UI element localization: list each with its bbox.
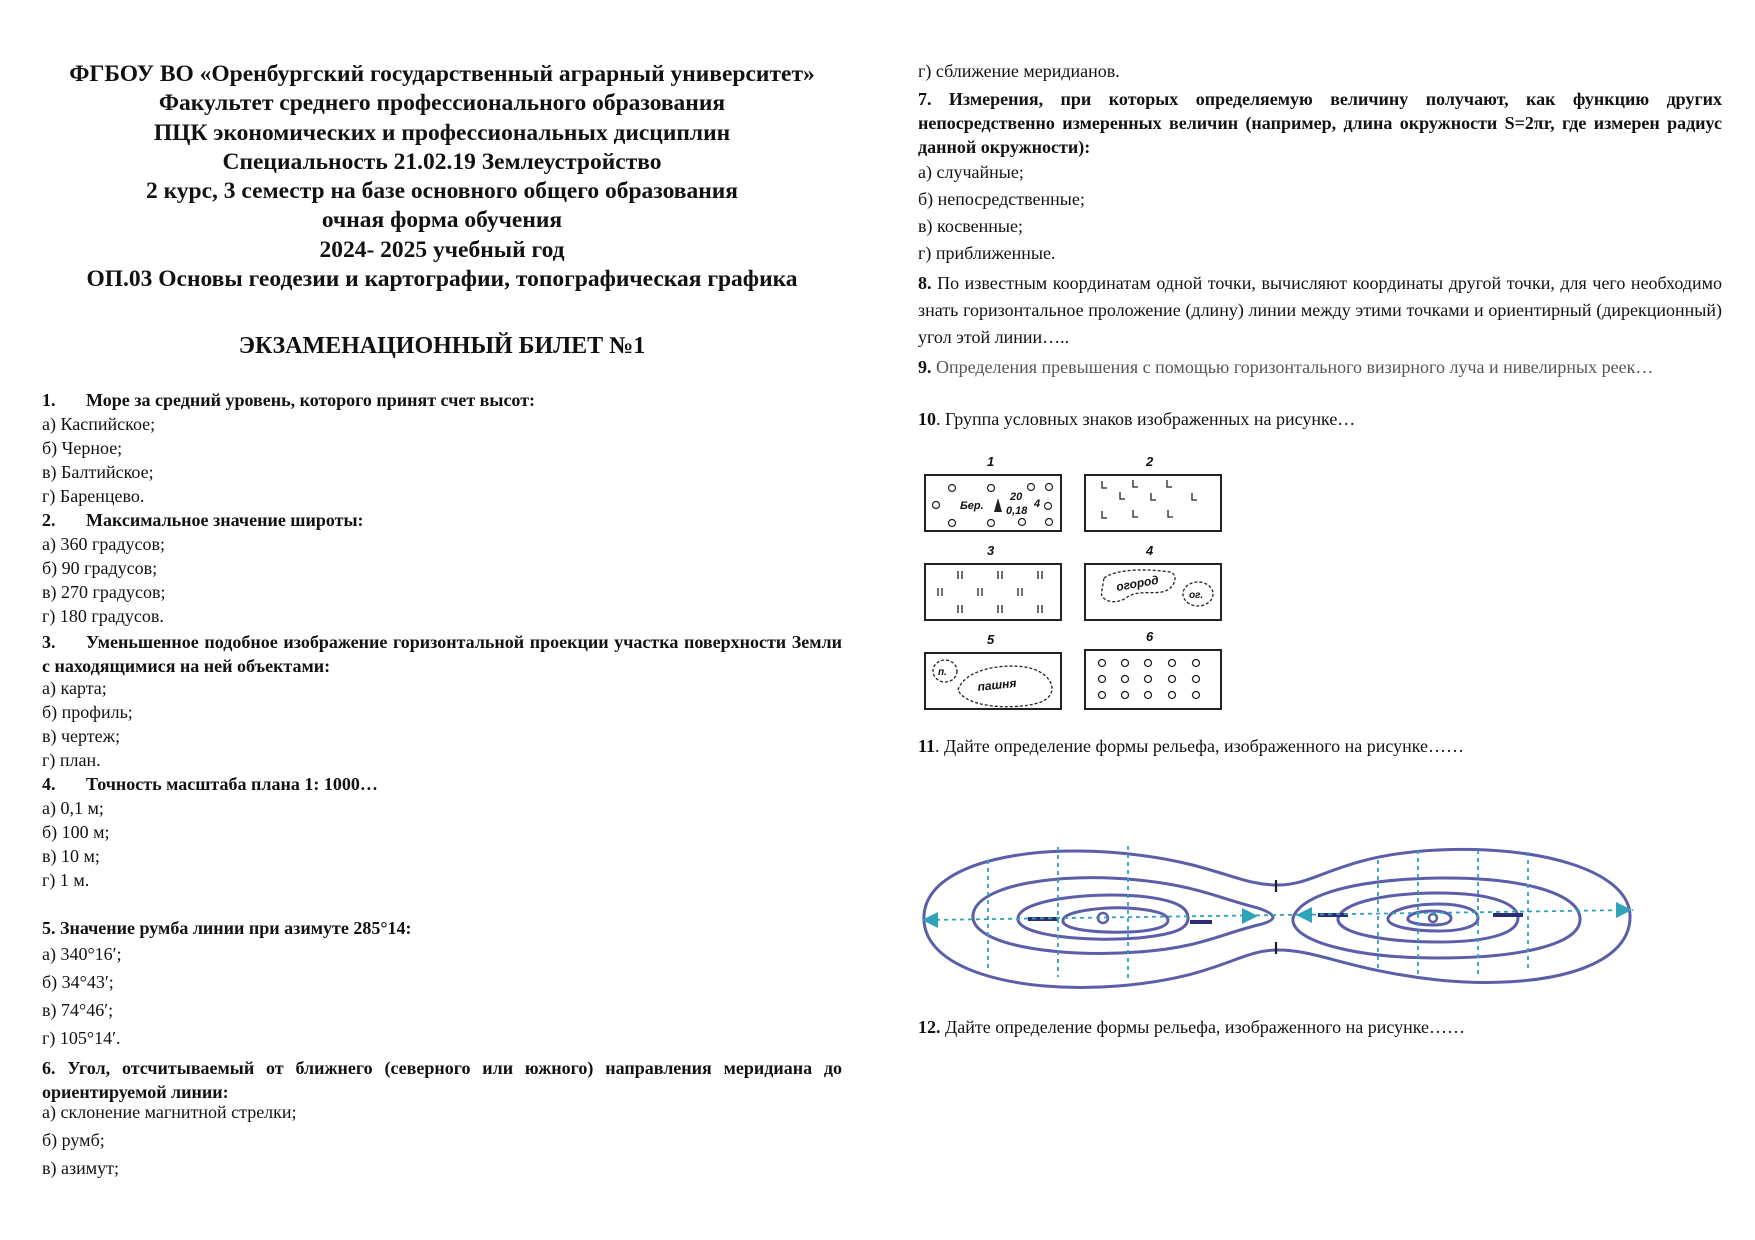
header-specialty: Специальность 21.02.19 Землеустройство [222,148,662,175]
ticket-title: ЭКЗАМЕНАЦИОННЫЙ БИЛЕТ №1 [238,333,646,359]
label-ber: Бер. [960,500,984,512]
grass-symbols [938,571,1042,613]
header-year: 2024- 2025 учебный год [319,236,565,263]
question-11: 11. Дайте определение формы рельефа, изображенного на рисунке…… [918,736,1465,756]
question-12: 12. Дайте определение формы рельефа, изображенного на рисунке…… [918,1017,1466,1037]
q5-option-a: а) 340°16′; [42,944,122,964]
tree-icon [994,498,1002,512]
label-pashnya: пашня [976,675,1018,694]
q2-option-c: в) 270 градусов; [42,582,166,602]
q7-option-a: а) случайные; [918,162,1024,182]
label-ogorod: огород [1115,572,1160,594]
q6-option-a: а) склонение магнитной стрелки; [42,1102,297,1122]
question-10: 10. Группа условных знаков изображенных на рисунке… [918,409,1356,429]
label-diameter: 0,18 [1006,505,1028,517]
question-1: 1. Море за средний уровень, которого принят счет высот: [42,390,536,410]
header-faculty: Факультет среднего профессионального образования [158,90,726,117]
header-department: ПЦК экономических и профессиональных дисциплин [153,119,731,146]
question-6: 6. Угол, отсчитываемый от ближнего (северного или южного) направления меридиана до ориентируемой линии: [42,1058,842,1102]
question-8: 8. По известным координатам одной точки, вычисляют координаты другой точки, для чего необходимо знать горизонтальное проложение (длину) линии между этими точками и ориентирный (дирекционный) угол этой линии….. [918,273,1723,347]
sign-number-1: 1 [987,454,995,469]
q1-option-a: а) Каспийское; [42,414,156,434]
q3-option-a: а) карта; [42,678,107,698]
q4-option-a: а) 0,1 м; [42,798,104,818]
conventional-signs-figure [918,450,1228,715]
header-study-form: очная форма обучения [321,207,563,234]
q4-option-b: б) 100 м; [42,822,110,842]
label-height: 20 [1010,491,1023,503]
label-distance: 4 [1034,498,1041,510]
q5-option-b: б) 34°43′; [42,972,114,992]
q3-option-b: б) профиль; [42,702,133,722]
sign-number-3: 3 [987,543,995,558]
q7-option-d: г) приближенные. [918,243,1056,263]
q1-option-c: в) Балтийское; [42,462,154,482]
question-7: 7. Измерения, при которых определяемую величину получают, как функцию других непосредственно измеренных величин (например, длина окружности S=2πr, где измерен радиус данной окружности): [918,89,1722,157]
q3-option-c: в) чертеж; [42,726,121,746]
label-og: ог. [1189,590,1204,601]
label-p: п. [938,667,947,678]
q6-option-d: г) сближение меридианов. [918,61,1120,81]
question-3: 3. Уменьшенное подобное изображение горизонтальной проекции участка поверхности Земли с находящимися на ней объектами: [42,632,842,676]
relief-contour-figure [918,830,1638,1000]
meadow-symbols [1102,480,1197,518]
sign-number-5: 5 [987,632,995,647]
header-course: 2 курс, 3 семестр на базе основного общего образования [145,178,739,205]
q2-option-d: г) 180 градусов. [42,606,164,626]
q6-option-b: б) румб; [42,1130,105,1150]
q5-option-d: г) 105°14′. [42,1028,121,1048]
sign-number-4: 4 [1146,543,1154,558]
question-4: 4. Точность масштаба плана 1: 1000… [42,774,378,794]
sign-number-6: 6 [1146,629,1154,644]
q2-option-b: б) 90 градусов; [42,558,158,578]
q4-option-d: г) 1 м. [42,870,90,890]
question-9: 9. Определения превышения с помощью горизонтального визирного луча и нивелирных реек… [918,357,1654,377]
question-5: 5. Значение румба линии при азимуте 285°14: [42,918,412,938]
section-lines [928,846,1633,981]
q7-option-c: в) косвенные; [918,216,1023,236]
q7-option-b: б) непосредственные; [918,189,1085,209]
header-discipline: ОП.03 Основы геодезии и картографии, топографическая графика [86,266,798,293]
q4-option-c: в) 10 м; [42,846,100,866]
sign-number-2: 2 [1146,454,1154,469]
q5-option-c: в) 74°46′; [42,1000,114,1020]
orchard-circles [1099,660,1200,699]
header-university: ФГБОУ ВО «Оренбургский государственный аграрный университет» [69,61,815,87]
q6-option-c: в) азимут; [42,1158,119,1178]
question-2: 2. Максимальное значение широты: [42,510,364,530]
q1-option-d: г) Баренцево. [42,486,145,506]
q1-option-b: б) Черное; [42,438,123,458]
document-header [42,60,842,294]
summit-right [1429,914,1437,922]
sign-box-2 [1085,475,1221,531]
q3-option-d: г) план. [42,750,101,770]
sign-box-3 [925,564,1061,620]
sign-box-1 [925,475,1061,531]
q2-option-a: а) 360 градусов; [42,534,166,554]
